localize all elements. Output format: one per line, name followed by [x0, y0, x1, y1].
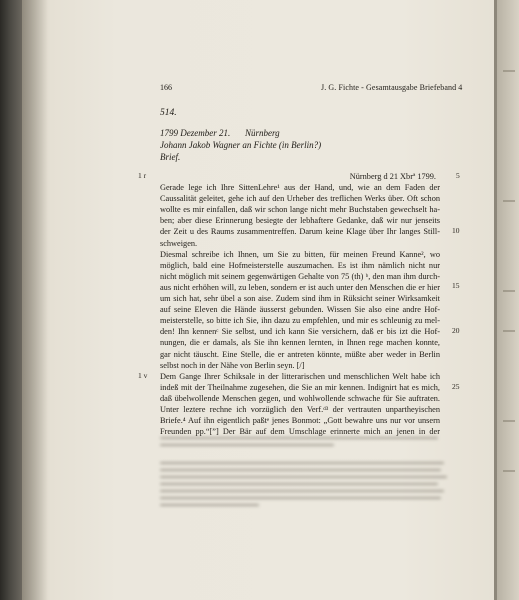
letter-body	[160, 171, 440, 437]
body-line: möglich, bald eine Hofmeisterstelle auszumachen. Es ist ihm nämlich nicht nur	[160, 260, 440, 270]
body-line: meisterstelle, so bitte ich Sie, ihn dazu zu empfehlen, und mir es schleunig zu mel-	[160, 316, 440, 326]
page-number: 166	[160, 83, 172, 92]
letter-number: 514.	[160, 108, 177, 118]
letter-correspondents: Johann Jakob Wagner an Fichte (in Berlin?)	[160, 140, 322, 150]
body-line: auf seine Eleven die Hände äusserst gebunden. Wissen Sie also eine andre Hof-	[160, 305, 440, 315]
body-line: selbst noch in der Nähe von Berlin seyn. [/]	[160, 360, 305, 370]
body-line: Unter leztere rechne ich vorzüglich den Verf.ᵈ³ der vertrauten unpartheyischen	[160, 404, 440, 414]
body-line: aus nicht erhöhen will, zu leben, sondern er ist auch unter den Menschen die er hier	[160, 282, 440, 292]
body-line: den! Ihn kennenᶜ Sie selbst, und ich kann Sie versichern, daß er bis izt die Hof-	[160, 327, 440, 337]
body-line: der Zeit u des Raums zusammentreffen. Darum keine Klage über Ihr langes Still-	[160, 227, 440, 237]
body-line: Gerade lege ich Ihre SittenLehre¹ aus der Hand, und, wie an dem Faden der	[160, 183, 440, 193]
running-title: J. G. Fichte - Gesamtausgabe Briefeband 4	[321, 83, 463, 92]
body-line: ben; aber diese Erinnerung besiegte der lebhaftere Gedanke, daß wir nur jenseits	[160, 216, 440, 226]
dateline: Nürnberg d 21 Xbrª 1799.	[349, 172, 436, 181]
body-line: um sich hat, sehr übel a son aise. Zudem sind ihm in Rüksicht seiner Wirksamkeit	[160, 294, 440, 304]
body-line: gar nicht täuscht. Eine Stelle, die er antreten könnte, müßte aber weder in Berlin	[160, 349, 440, 359]
body-line: schweigen.	[160, 238, 198, 248]
letter-type: Brief.	[160, 152, 181, 162]
body-line: indeß mit der Theilnahme zugesehen, die Sie an mir kennen. Indignirt hat es mich,	[160, 382, 440, 392]
folio-marker-1r: 1 r	[138, 171, 147, 180]
folio-marker-1v: 1 v	[138, 371, 148, 380]
body-line: nungen, die er damals, als Sie ihn kennen lernten, in Ihnen rege machen konnte,	[160, 338, 440, 348]
apparatus-blurred	[160, 437, 450, 451]
line-number: 5	[456, 171, 460, 180]
body-line: wollte es mir einfallen, daß wir schon lange nicht mehr Buchstaben gewechselt ha-	[160, 205, 440, 215]
next-page-edge	[497, 0, 519, 600]
line-number: 20	[452, 326, 460, 335]
body-line: Caussalität geleitet, gehe ich auf den Urheber des treflichen Werks über. Oft schon	[160, 194, 440, 204]
line-number: 10	[452, 226, 460, 235]
body-line: Diesmal schreibe ich Ihnen, um Sie zu bitten, für meinen Freund Kanne², wo	[160, 249, 440, 259]
body-line: Briefe.⁴ Auf ihn eigentlich paßtᵉ jenes Bonmot: „Gott bewahre uns nur vor unsern	[160, 416, 440, 426]
spine-shadow	[22, 0, 48, 600]
body-line: Freunden pp.“[”] Der Bär auf dem Umschlage erinnerte mich an jenen in der	[160, 427, 440, 437]
body-line: daß übelwollende Menschen gegen, und wohlwollende schwache für Sie auftraten.	[160, 393, 440, 403]
letter-date: 1799 Dezember 21.	[160, 128, 231, 138]
book-gutter-left	[0, 0, 22, 600]
letter-place: Nürnberg	[245, 128, 280, 138]
body-line: nicht möglich mit seinem gegenwärtigen Gehalte von 75 (th) ᵇ, den man ihm durch-	[160, 271, 440, 281]
body-line: Dem Gange Ihrer Schiksale in der litterarischen und menschlichen Welt habe ich	[160, 371, 440, 381]
line-number: 25	[452, 382, 460, 391]
commentary-blurred	[160, 462, 450, 511]
line-number: 15	[452, 281, 460, 290]
